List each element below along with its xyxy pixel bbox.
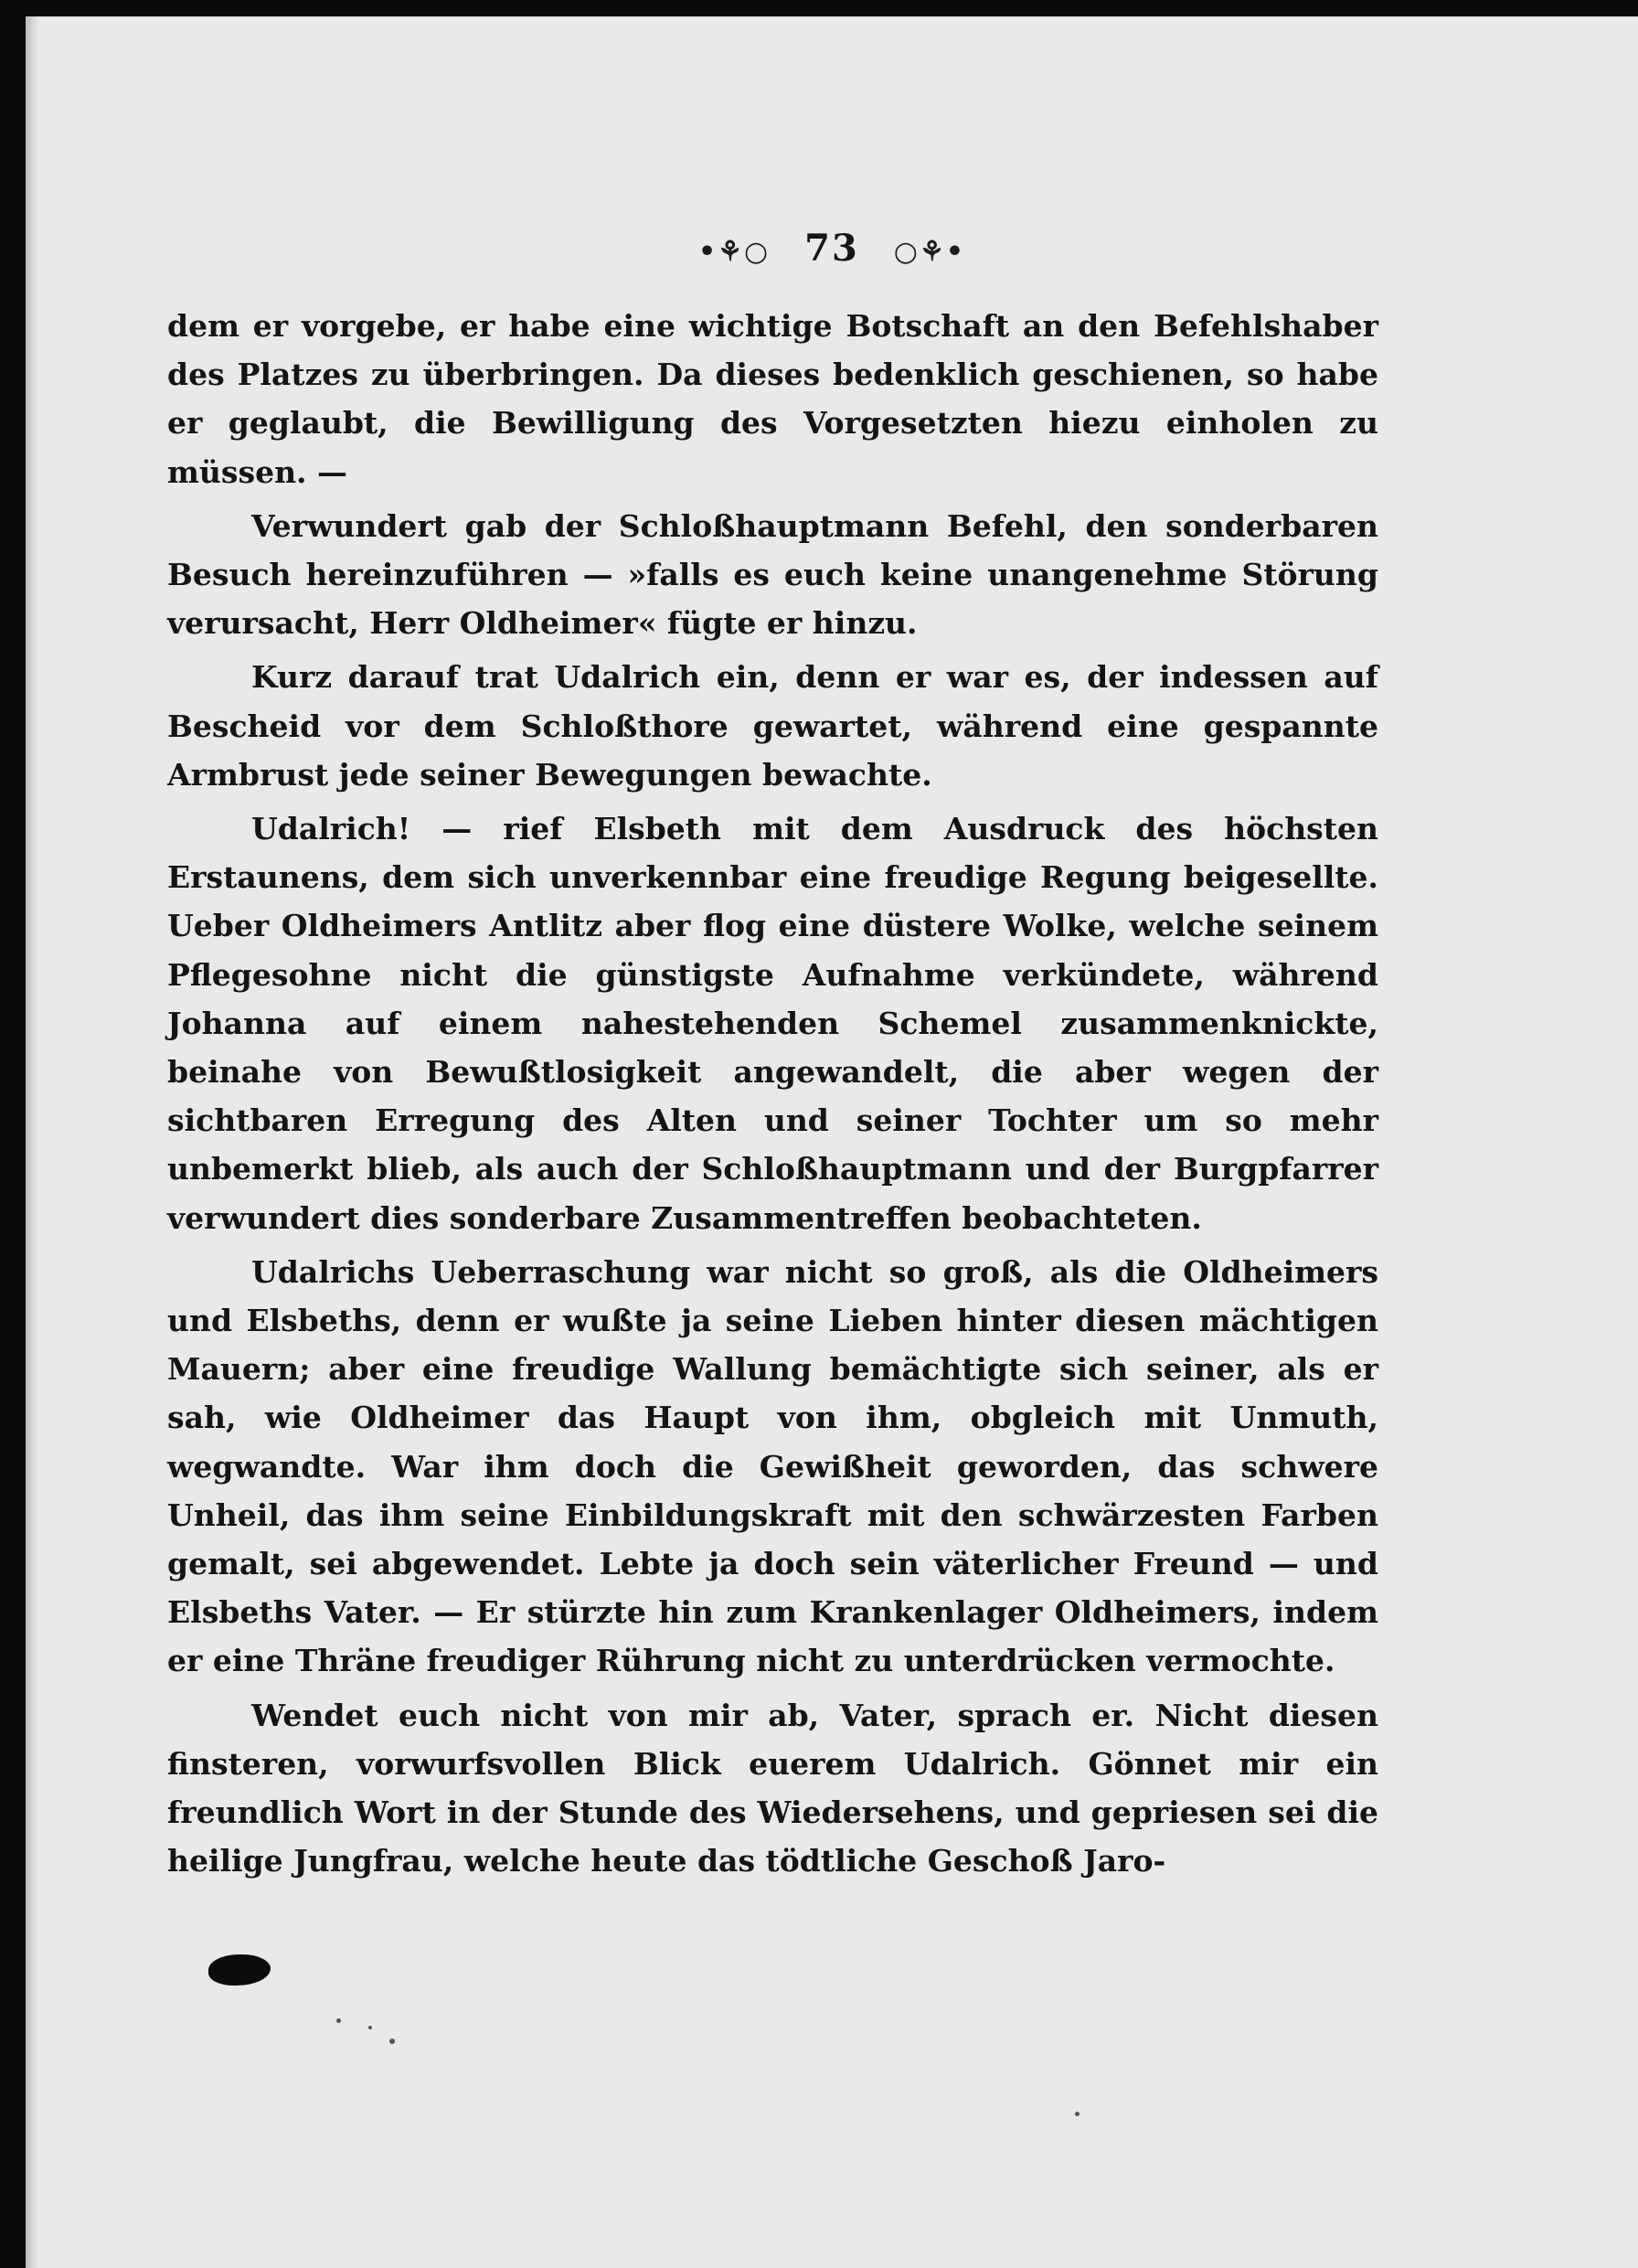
left-ornament-icon: •⚘○: [697, 236, 771, 268]
paragraph: Udalrich! — rief Elsbeth mit dem Ausdruck des höchsten Erstaunens, dem sich unverkennbar eine freudige Regung beigesellte. Ueber Oldheimers Antlitz aber flog eine düstere Wolke, welche seinem Pflegesohne nicht die günstigste Aufnahme verkündete, während Johanna auf einem nahestehenden Schemel zusammenknickte, beinahe von Bewußtlosigkeit angewandelt, die aber wegen der sichtbaren Erregung des Alten und seiner Tochter um so mehr unbemerkt blieb, als auch der Schloßhauptmann und der Burgpfarrer verwundert dies sonderbare Zusammentreffen beobachteten.: [167, 811, 1378, 1236]
dust-speck: [336, 2018, 341, 2023]
book-page: [26, 16, 1638, 2268]
dust-speck: [389, 2039, 395, 2044]
page-edge-shadow: [26, 16, 38, 2268]
body-text: [167, 302, 1378, 1891]
paragraph: Verwundert gab der Schloßhauptmann Befehl, den sonderbaren Besuch hereinzuführen — »falls es euch keine unangenehme Störung verursacht, Herr Oldheimer« fügte er hinzu.: [167, 507, 1378, 642]
dust-speck: [368, 2026, 372, 2029]
paragraph-continuation: dem er vorgebe, er habe eine wichtige Botschaft an den Befehlshaber des Platzes zu überbringen. Da dieses bedenklich geschienen, so habe er geglaubt, die Bewilligung des Vorgesetzten hiezu einholen zu müssen. —: [167, 308, 1378, 490]
ink-blot: [208, 1954, 271, 1986]
dust-speck: [1075, 2112, 1080, 2116]
paragraph: Wendet euch nicht von mir ab, Vater, sprach er. Nicht diesen finsteren, vorwurfsvollen Blick euerem Udalrich. Gönnet mir ein freundlich Wort in der Stunde des Wiedersehens, und gepriesen sei die heilige Jungfrau, welche heute das tödtliche Geschoß Jaro-: [167, 1697, 1378, 1879]
paragraph: Kurz darauf trat Udalrich ein, denn er war es, der indessen auf Bescheid vor dem Schloßthore gewartet, während eine gespannte Armbrust jede seiner Bewegungen bewachte.: [167, 659, 1378, 793]
paragraph: Udalrichs Ueberraschung war nicht so groß, als die Oldheimers und Elsbeths, denn er wußte ja seine Lieben hinter diesen mächtigen Mauern; aber eine freudige Wallung bemächtigte sich seiner, als er sah, wie Oldheimer das Haupt von ihm, obgleich mit Unmuth, wegwandte. War ihm doch die Gewißheit geworden, das schwere Unheil, das ihm seine Einbildungskraft mit den schwärzesten Farben gemalt, sei abgewendet. Lebte ja doch sein väterlicher Freund — und Elsbeths Vater. — Er stürzte hin zum Krankenlager Oldheimers, indem er eine Thräne freudiger Rührung nicht zu unterdrücken vermochte.: [167, 1253, 1378, 1679]
page-number: 73: [804, 227, 859, 270]
right-ornament-icon: ○⚘•: [893, 236, 966, 268]
page-header: [26, 227, 1638, 270]
